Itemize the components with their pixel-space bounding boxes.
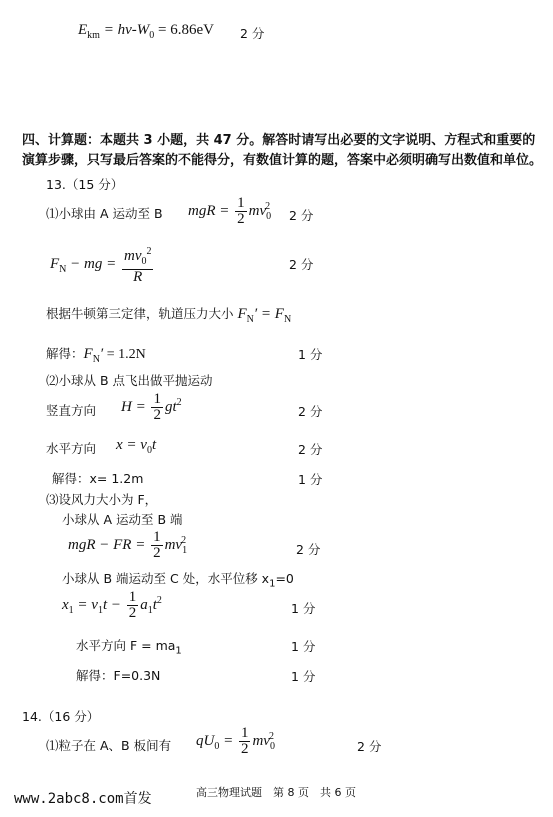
score: 1 分 — [291, 669, 316, 684]
section-heading-line1: 四、计算题：本题共 3 小题，共 47 分。解答时请写出必要的文字说明、方程式和重要的 — [22, 133, 536, 148]
q13-p3-sub1: 小球从 A 运动至 B 端 — [62, 512, 183, 527]
q13-p1-label: ⑴小球由 A 运动至 B — [46, 206, 163, 221]
q13-horizontal-label: 水平方向 — [46, 441, 97, 456]
score: 2 分 — [357, 739, 382, 754]
score: 2 分 — [289, 208, 314, 223]
q13-p3-solve: 解得：F=0.3N — [76, 668, 161, 683]
q13-p3-label: ⑶设风力大小为 F， — [46, 492, 158, 507]
score: 1 分 — [291, 601, 316, 616]
q13-title: 13.（15 分） — [46, 177, 124, 192]
top-formula: $E_{km} = h\nu-W_0 = 6.86eV$ — [78, 22, 214, 41]
q13-vertical-formula: H = $\frac{1}{2}$ $gt^2$ — [121, 391, 182, 423]
watermark: www.2abc8.com首发 — [14, 791, 152, 807]
score: 2 分 — [296, 542, 321, 557]
section-heading-line2: 演算步骤，只写最后答案的不能得分，有数值计算的题，答案中必须明确写出数值和单位。 — [22, 153, 543, 168]
q13-fn-formula: $F_N$ − mg = $\frac{mv_0^2}{R}$ — [50, 246, 152, 285]
q13-p3-formula1: mgR − FR = $\frac{1}{2}$ $mv_1^2$ — [68, 529, 188, 561]
q14-formula: $qU_0$ = $\frac{1}{2}$ $mv_0^2$ — [196, 725, 275, 757]
score: 1 分 — [291, 639, 316, 654]
q13-horizontal-formula: $x = v_0t$ — [116, 437, 157, 456]
q13-p1-formula: mgR = $\frac{1}{2}$ $mv_0^2$ — [188, 195, 272, 227]
q14-title: 14.（16 分） — [22, 709, 100, 724]
score: 2 分 — [289, 257, 314, 272]
q13-solve1: 解得：$F_N' = 1.2N$ — [46, 346, 146, 365]
score: 1 分 — [298, 347, 323, 362]
q13-solve2: 解得：x= 1.2m — [52, 471, 144, 486]
q13-p3-sub2: 小球从 B 端运动至 C 处，水平位移 $x_1=0$ — [62, 571, 294, 590]
q13-p3-formula2: $x_1 = v_1t$ − $\frac{1}{2}$ $a_1t^2$ — [62, 589, 162, 621]
score: 2 分 — [298, 404, 323, 419]
score: 2 分 — [298, 442, 323, 457]
q13-p3-horizontal: 水平方向 $F = ma_1$ — [76, 638, 182, 657]
q13-newton-text: 根据牛顿第三定律，轨道压力大小 $F_N' = F_N$ — [46, 306, 292, 325]
q13-vertical-label: 竖直方向 — [46, 403, 97, 418]
q13-p2-label: ⑵小球从 B 点飞出做平抛运动 — [46, 373, 213, 388]
score: 1 分 — [298, 472, 323, 487]
score: 2 分 — [240, 26, 265, 41]
q14-p1-label: ⑴粒子在 A、B 板间有 — [46, 738, 172, 753]
page-info: 高三物理试题 第 8 页 共 6 页 — [196, 786, 356, 799]
